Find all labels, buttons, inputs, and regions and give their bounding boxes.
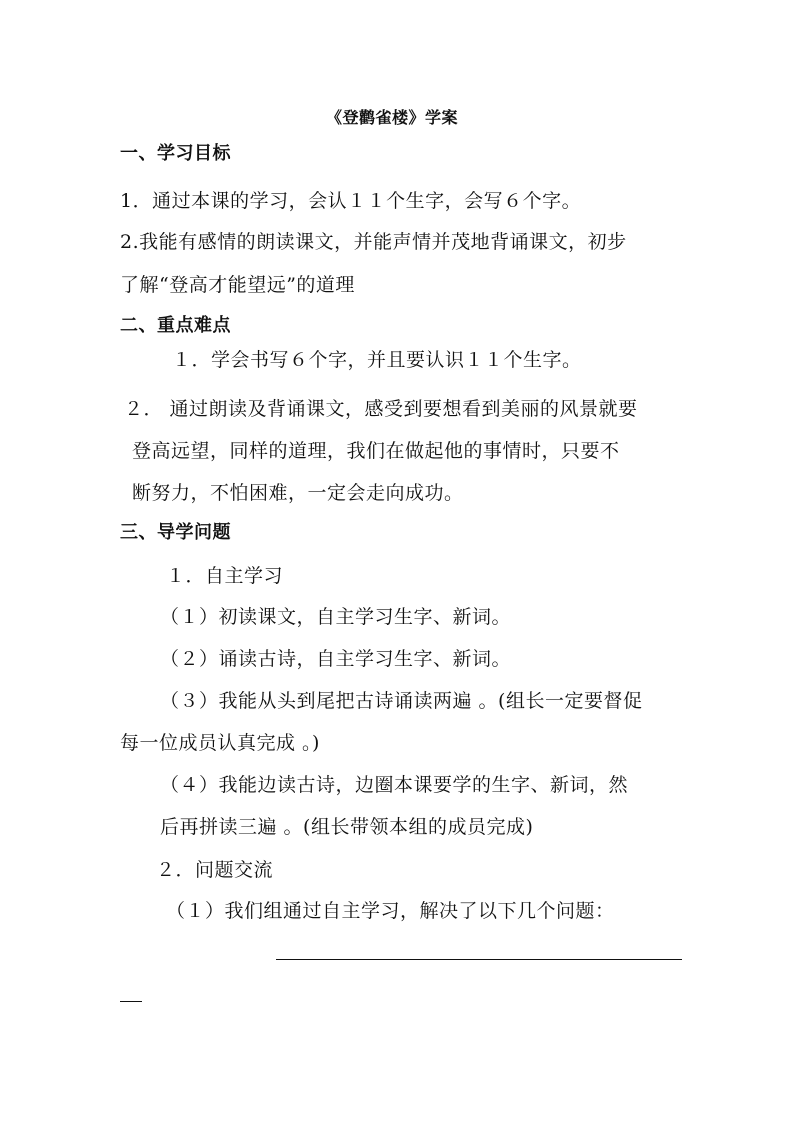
goal-item-1: 1．通过本课的学习，会认１１个生字，会写６个字。 (120, 190, 582, 212)
question-4-line-2: 后再拼读三遍 。(组长带领本组的成员完成) (160, 816, 534, 838)
key-point-item-1: １．学会书写６个字，并且要认识１１个生字。 (172, 349, 582, 371)
section-heading-key-points: 二、重点难点 (120, 315, 231, 336)
key-point-item-2-line-1: ２． 通过朗读及背诵课文，感受到要想看到美丽的风景就要 (124, 398, 638, 420)
answer-blank-line-continuation (120, 1001, 142, 1002)
key-point-item-2-line-3: 断努力，不怕困难，一定会走向成功。 (132, 482, 464, 504)
question-4-line-1: （４）我能边读古诗，边圈本课要学的生字、新词，然 (160, 774, 629, 796)
question-3-line-2: 每一位成员认真完成 。) (120, 732, 320, 754)
goal-item-2-line-2: 了解“登高才能望远”的道理 (120, 274, 355, 296)
key-point-item-2-line-2: 登高远望，同样的道理，我们在做起他的事情时，只要不 (132, 440, 620, 462)
subheading-question-exchange: ２．问题交流 (156, 859, 274, 881)
section-heading-guided-questions: 三、导学问题 (120, 522, 231, 543)
section-heading-goals: 一、学习目标 (120, 143, 231, 164)
question-5: （１）我们组通过自主学习，解决了以下几个问题： (166, 900, 615, 922)
page-title: 《登鹳雀楼》学案 (326, 108, 459, 127)
answer-blank-line (276, 959, 682, 960)
question-3-line-1: （３）我能从头到尾把古诗诵读两遍 。(组长一定要督促 (160, 690, 643, 712)
question-2: （２）诵读古诗，自主学习生字、新词。 (160, 648, 512, 670)
question-1: （１）初读课文，自主学习生字、新词。 (160, 606, 512, 628)
subheading-self-study: １．自主学习 (166, 565, 284, 587)
goal-item-2-line-1: 2.我能有感情的朗读课文，并能声情并茂地背诵课文，初步 (120, 231, 627, 253)
